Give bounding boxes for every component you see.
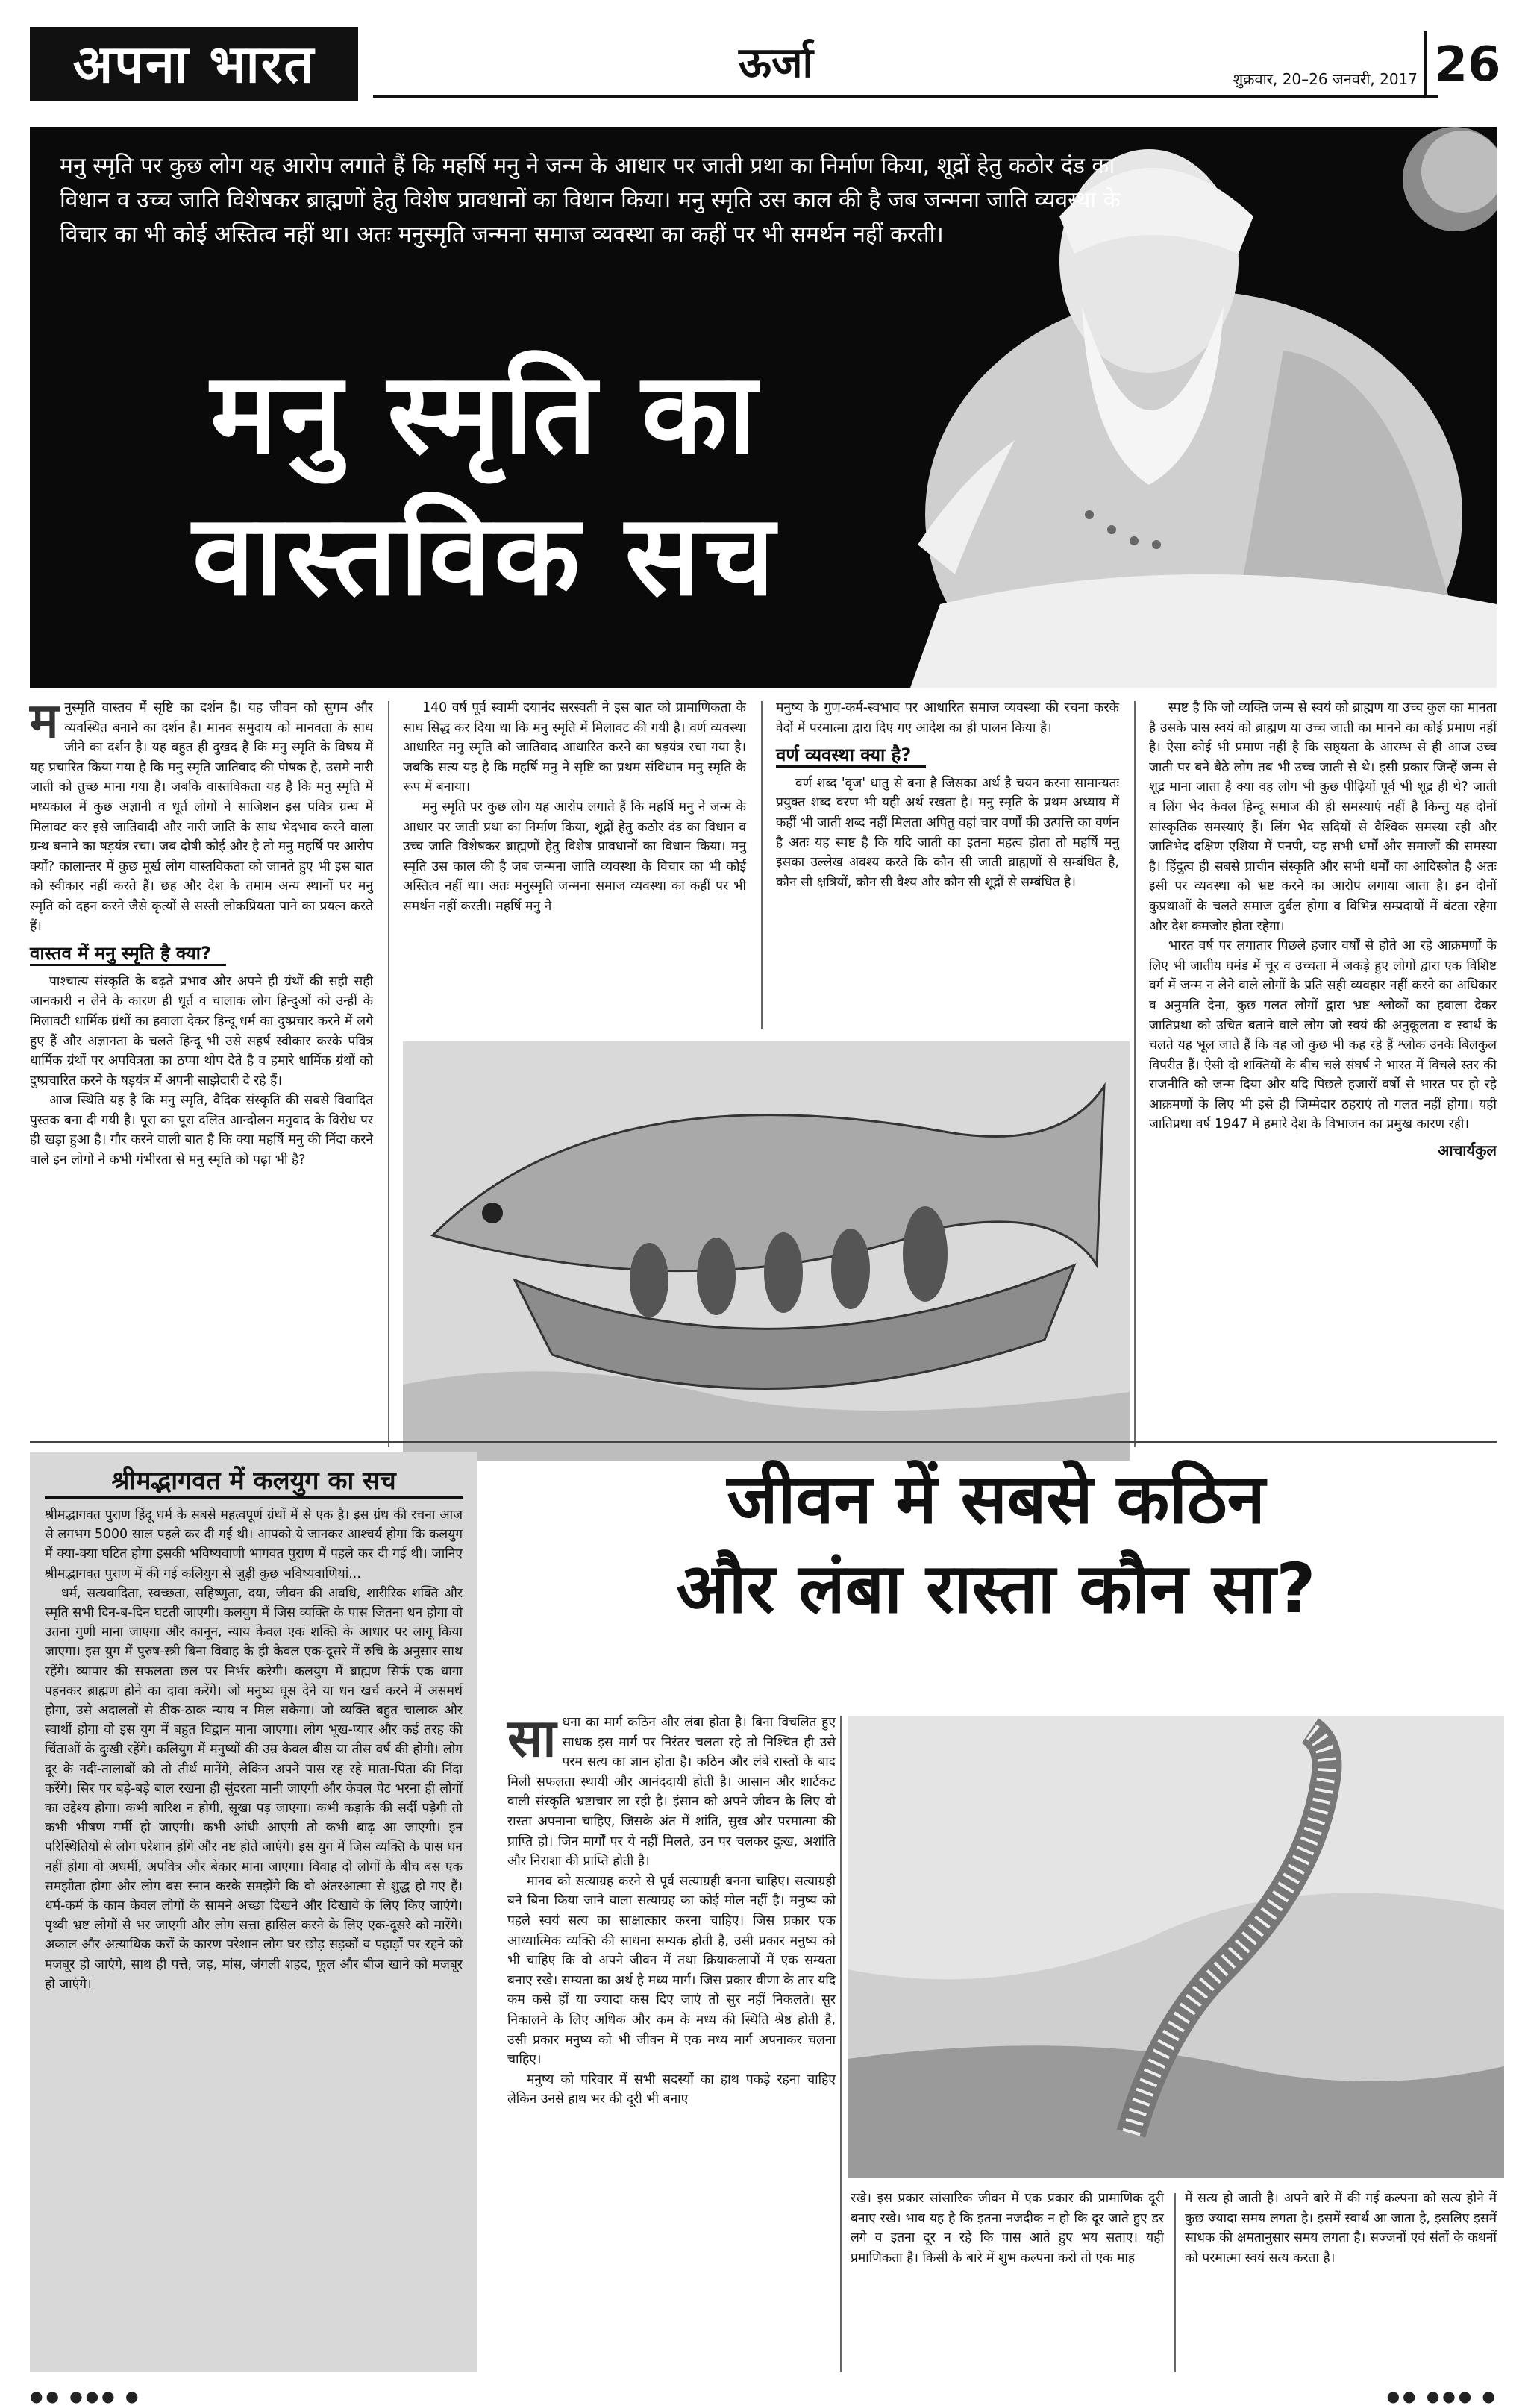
hero-headline: [90, 343, 880, 627]
article1-author: आचार्यकुल: [1438, 1141, 1497, 1160]
column-divider: [761, 701, 763, 1029]
masthead-logo: अपना भारत: [30, 27, 358, 101]
footer-dots-left: ●● ●●● ●: [30, 2387, 142, 2405]
hero-intro: मनु स्मृति पर कुछ लोग यह आरोप लगाते हैं कि महर्षि मनु ने जन्म के आधार पर जाती प्रथा का निर्माण किया, शूद्रों हेतु कठोर दंड का विधान व उच्च जाति विशेषकर ब्राह्मणों हेतु विशेष प्रावधानों का विधान किया। मनु स्मृति उस काल की है जब जन्मना जाति व्यवस्था के विचार का भी कोई अस्तित्व नहीं था। अतः मनुस्मृति जन्मना समाज व्यवस्था का कहीं पर भी समर्थन नहीं करती।: [60, 153, 1121, 248]
article1-paragraph: स्पष्ट है कि जो व्यक्ति जन्म से स्वयं को ब्राह्मण या उच्च कुल का मानता है उसके पास स्वयं को ब्राह्मण या उच्च जाती का मानने का कोई प्रमाण नहीं है। ऐसा कोई भी प्रमाण नहीं है कि सष्ठ्यता के आरम्भ से ही आज उच्च जाती पर बने बैठे लोग तब भी उच्च जाती से थे। इसी प्रकार जिन्हें जन्म से शूद्र माना जाता है क्या वह लोग भी कुछ पीढ़ियों पूर्व भी शूद्र ही थे? जाती व लिंग भेद केवल हिन्दू समाज की ही समस्याएं नहीं है किन्तु यह दोनों सांस्कृतिक समस्याएं हैं। लिंग भेद सदियों से वैश्विक समस्या रही और जातिभेद दक्षिण एशिया में पनपी, यह सभी धर्मों और समाजों की समस्या है। हिंदुत्व ही सबसे प्राचीन संस्कृति और सभी धर्मों का आदिस्त्रोत है अतः इसी पर व्यवस्था को भ्रष्ट करने का आरोप लगाया जाता है। इन दोनों कुप्रथाओं के चलते समाज दुर्बल होगा व विभिन्न सम्प्रदायों में बंटता रहेगा और देश कमजोर होता रहेगा।: [1149, 700, 1497, 934]
section-divider: [30, 1441, 1497, 1443]
article2-column-2: [851, 2189, 1164, 2268]
sidebar-title: श्रीमद्भागवत में कलयुग का सच: [111, 1466, 396, 1496]
article2-column-3: [1185, 2189, 1497, 2268]
article1-paragraph: 140 वर्ष पूर्व स्वामी दयानंद सरस्वती ने इस बात को प्रामाणिकता के साथ सिद्ध कर दिया था कि मनु स्मृति में मिलावट की गयी है। वर्ण व्यवस्था आधारित मनु स्मृति को जातिवाद आधारित करने का षड़यंत्र रचा गया है। जबकि सत्य यह है कि महर्षि मनु ने सृष्टि का प्रथम संविधान मनु स्मृति के रूप में बनाया।: [403, 700, 746, 795]
article1-subheading: वर्ण व्यवस्था क्या है?: [776, 745, 926, 768]
article1-paragraph: मनु स्मृति पर कुछ लोग यह आरोप लगाते हैं कि महर्षि मनु ने जन्म के आधार पर जाती प्रथा का निर्माण किया, शूद्रों हेतु कठोर दंड का विधान व उच्च जाति विशेषकर ब्राह्मणों हेतु विशेष प्रावधानों का विधान किया। मनु स्मृति उस काल की है जब जन्मना जाति व्यवस्था के विचार का भी कोई अस्तित्व नहीं था। अतः मनुस्मृति जन्मना समाज व्यवस्था का कहीं पर भी समर्थन नहीं करती। महर्षि मनु ने: [403, 799, 746, 914]
article1-column-3: [776, 698, 1119, 892]
page-number: 26: [1424, 31, 1509, 98]
article2-headline-line2: और लंबा रास्ता कौन सा?: [676, 1549, 1316, 1628]
article2-column-1: [507, 1708, 836, 2110]
footer-dots-right: ●● ●●● ●: [1386, 2387, 1498, 2405]
article2-paragraph: मनुष्य को परिवार में सभी सदस्यों का हाथ पकड़े रहना चाहिए लेकिन उनसे हाथ भर की दूरी भी बनाए: [507, 2072, 836, 2107]
article1-column-1: [30, 694, 373, 1170]
article2-paragraph: धना का मार्ग कठिन और लंबा होता है। बिना विचलित हुए साधक इस मार्ग पर निरंतर चलता रहे तो निश्चित ही उसे परम सत्य का ज्ञान होता है। कठिन और लंबे रास्तों के बाद मिली सफलता स्थायी और आनंददायी होती है। आसान और शार्टकट वाली संस्कृति भ्रष्टाचार ला रही है। इंसान को अपने जीवन के लिए वो रास्ता अपनाना चाहिए, जिसके अंत में शांति, सुख और परमात्मा की प्राप्ति हो। जिन मार्गों पर ये नहीं मिलते, उन पर चलकर दुःख, अशांति और निराशा की प्राप्ति होती है।: [507, 1715, 836, 1869]
article2-paragraph: मानव को सत्याग्रह करने से पूर्व सत्याग्रही बनना चाहिए। सत्याग्रही बने बिना किया जाने वाला सत्याग्रह का कोई मोल नहीं है। मनुष्य को पहले स्वयं सत्य का साक्षात्कार करना चाहिए। जिस प्रकार एक आध्यात्मिक व्यक्ति की साधना सम्यक होती है, उसी प्रकार मनुष्य को भी चाहिए कि वो अपने जीवन में तथा क्रियाकलापों में एक सम्यता बनाए रखे। सम्यता का अर्थ है मध्य मार्ग। जिस प्रकार वीणा के तार यदि कम कसे हों या ज्यादा कस दिए जाएं तो सुर नहीं निकलते। सुर निकालने के लिए अधिक और कम के मध्य की स्थिति श्रेष्ठ होती है, उसी प्रकार मनुष्य को भी जीवन में एक मध्य मार्ग अपनाकर चलना चाहिए।: [507, 1873, 836, 2068]
article2-headline-line1: जीवन में सबसे कठिन: [727, 1459, 1265, 1539]
masthead-rule: [373, 95, 1438, 98]
column-divider: [1134, 701, 1136, 1447]
hero-headline-line2: वास्तविक सच: [192, 491, 778, 621]
column-divider: [840, 1716, 842, 2372]
sidebar-box: [30, 1452, 478, 2372]
stairway-illustration: [848, 1716, 1504, 2178]
column-divider: [1174, 2193, 1176, 2372]
drop-cap: म: [30, 694, 59, 749]
matsya-boat-illustration: [403, 1041, 1130, 1461]
article1-paragraph: पाश्चात्य संस्कृति के बढ़ते प्रभाव और अपने ही ग्रंथों की सही सही जानकारी न लेने के कारण ही धूर्त व चालाक लोग हिन्दुओं को उन्हीं के मिलावटी धार्मिक ग्रंथों का हवाला देकर हिन्दू धर्म का दुष्प्रचार करने में लगे हुए हैं और अज्ञानता के चलते हिन्दू भी उसे सहर्ष स्वीकार करके पवित्र धार्मिक ग्रंथों पर अपवित्रता का ठप्पा थोप देते है व हमारे धार्मिक ग्रंथों को दुष्प्रचारित करने के षड़यंत्र में अपनी साझेदारी दे रहे हैं।: [30, 973, 373, 1088]
article1-subheading: वास्तव में मनु स्मृति है क्या?: [30, 944, 226, 966]
sidebar-rule: [45, 1496, 463, 1499]
article1-paragraph: भारत वर्ष पर लगातार पिछले हजार वर्षों से होते आ रहे आक्रमणों के लिए भी जातीय घमंड में चूर व उच्चता में जकड़े हुए लोगों द्वारा एक विशिष्ट वर्ग में जन्म न लेने वाले लोगों के प्रति सही व्यवहार नहीं करने का अधिकार व अनुमति देना, कुछ गलत लोगों द्वारा भ्रष्ट श्लोकों का हवाला देकर जातिप्रथा को उचित बताने वाले लोग जो स्वयं की अनुकूलता व स्वार्थ के चलते यह भूल जाते हैं कि वह जो कुछ भी कह रहे हैं श्लोक उनके बिलकुल विपरीत हैं। ऐसी दो शक्तियों के बीच चले संघर्ष ने भारत में विचले स्तर की राजनीति को जन्म दिया और यदि पिछले हजारों वर्षों से भारत पर हो रहे आक्रमणों के लिए भी इसे ही जिम्मेदार ठहराएं तो गलत नहीं होगा। यही जातिप्रथा वर्ष 1947 में हमारे देश के विभाजन का प्रमुख कारण रही।: [1149, 938, 1497, 1132]
article1-paragraph: वर्ण शब्द 'वृज' धातु से बना है जिसका अर्थ है चयन करना सामान्यतः प्रयुक्त शब्द वरण भी यही अर्थ रखता है। मनु स्मृति के प्रथम अध्याय में कहीं भी जाती शब्द नहीं मिलता अपितु वहां चार वर्णों की उत्पत्ति का वर्णन है अतः यह स्पष्ट है कि यदि जाती का इतना महत्व होता तो महर्षि मनु इसका उल्लेख अवश्य करते कि कौन सी जाती ब्राह्मणों से सम्बंधित है, कौन सी क्षत्रियों, कौन सी वैश्य और कौन सी शूद्रों से सम्बंधित है।: [776, 775, 1119, 890]
sidebar-paragraph: धर्म, सत्यवादिता, स्वच्छता, सहिष्णुता, दया, जीवन की अवधि, शारीरिक शक्ति और स्मृति सभी दिन-ब-दिन घटती जाएगी। कलयुग में जिस व्यक्ति के पास जितना धन होगा वो उतना गुणी माना जाएगा और कानून, न्याय केवल एक शक्ति के आधार पर लागू किया जाएगा। इस युग में पुरुष-स्त्री बिना विवाह के ही केवल एक-दूसरे में रुचि के अनुसार साथ रहेंगे। व्यापार की सफलता छल पर निर्भर करेगी। कलयुग में ब्राह्मण सिर्फ एक धागा पहनकर ब्राह्मण होने का दावा करेंगे। जो मनुष्य घूस देने या धन खर्च करने में असमर्थ होगा, उसे अदालतों से ठीक-ठाक न्याय न मिल सकेगा। जो व्यक्ति बहुत चालाक और स्वार्थी होगा वो इस युग में बहुत विद्वान माना जाएगा। लोग भूख-प्यार और कई तरह की चिंताओं के दुःखी रहेंगे। कलियुग में मनुष्यों की उम्र केवल बीस या तीस वर्ष की होगी। लोग दूर के नदी-तालाबों को तो तीर्थ मानेंगे, लेकिन अपने पास रह रहे माता-पिता की निंदा करेंगे। सिर पर बड़े-बड़े बाल रखना ही सुंदरता मानी जाएगी और केवल पेट भरना ही लोगों का उद्देश्य होगा। कभी बारिश न होगी, सूखा पड़ जाएगा। कभी कड़ाके की सर्दी पड़ेगी तो कभी भीषण गर्मी हो जाएगी। कभी आंधी आएगी तो कभी बाढ़ आ जाएगी। इन परिस्थितियों से लोग परेशान होंगे और नष्ट होते जाएंगे। इस युग में जिस व्यक्ति के पास धन नहीं होगा वो अधर्मी, अपवित्र और बेकार माना जाएगा। विवाह दो लोगों के बीच बस एक समझौता होगा और लोग बस स्नान करके समझेंगे कि वो अंतरआत्मा से शुद्ध हो गए हैं। धर्म-कर्म के काम केवल लोगों के सामने अच्छा दिखने और दिखावे के लिए किए जाएंगे। पृथ्वी भ्रष्ट लोगों से भर जाएगी और लोग सत्ता हासिल करने के लिए एक-दूसरे को मारेंगे। अकाल और अत्याधिक करों के कारण परेशान लोग घर छोड़ सड़कों व पहाड़ों पर रहने को मजबूर हो जाएंगे, साथ ही पत्ते, जड़, मांस, जंगली शहद, फूल और बीज खाने को मजबूर हो जाएंगे।: [45, 1585, 463, 1992]
article1-column-2: [403, 698, 746, 917]
sidebar-lead: श्रीमद्भागवत पुराण हिंदू धर्म के सबसे महत्वपूर्ण ग्रंथों में से एक है। इस ग्रंथ की रचना आज से लगभग 5000 साल पहले कर दी गई थी। आपको ये जानकर आश्चर्य होगा कि कलयुग में क्या-क्या घटित होगा इसकी भविष्यवाणी भागवत पुराण में पहले कर दी गई थी। जानिए श्रीमद्भागवत पुराण में की गई कलियुग से जुड़ी कुछ भविष्यवाणियां...: [45, 1508, 463, 1581]
drop-cap: सा: [507, 1708, 557, 1769]
article1-paragraph: आज स्थिति यह है कि मनु स्मृति, वैदिक संस्कृति की सबसे विवादित पुस्तक बना दी गयी है। पूरा का पूरा दलित आन्दोलन मनुवाद के विरोध पर ही खड़ा हुआ है। गौर करने वाली बात है कि क्या महर्षि मनु की निंदा करने वाले इन लोगों ने कभी गंभीरता से मनु स्मृति को पढ़ा भी है?: [30, 1093, 373, 1168]
column-divider: [388, 701, 389, 1447]
article1-paragraph: नुस्मृति वास्तव में सृष्टि का दर्शन है। यह जीवन को सुगम और व्यवस्थित बनाने का दर्शन है। मानव समुदाय को मानवता के साथ जीने का दर्शन है। यह बहुत ही दुखद है कि मनु स्मृति के विषय में यह प्रचारित किया गया है कि मनु स्मृति जातिवाद की पोषक है, उसमे नारी जाती को तुच्छ माना गया है। जबकि वास्तविकता यह है कि मनु स्मृति में मध्यकाल में कुछ अज्ञानी व धूर्त लोगों ने साजिशन इस पवित्र ग्रन्थ में मिलावट कर इसे जातिवादी और नारी जाति के साथ भेदभाव करने वाला ग्रन्थ बनाने का षड़यंत्र रचा। जब दोषी कोई और है तो मनु महर्षि पर आरोप क्यों? कालान्तर में कुछ मूर्ख लोग वास्तविकता को जानते हुए भी इस बात को स्वीकार नहीं करते हैं। छह और देश के तमाम अन्य स्थानों पर मनु स्मृति को दहन करने जैसे कृत्यों से सस्ती लोकप्रियता पाने का प्रयत्न करते हैं।: [30, 700, 373, 934]
article2-paragraph: में सत्य हो जाती है। अपने बारे में की गई कल्पना को सत्य होने में कुछ ज्यादा समय लगता है। इसमें स्वार्थ आ जाता है, इसलिए इसमें साधक की क्षमतानुसार समय लगता है। सज्जनों एवं संतों के कथनों को परमात्मा स्वयं सत्य करता है।: [1185, 2191, 1497, 2266]
article2-paragraph: रखे। इस प्रकार सांसारिक जीवन में एक प्रकार की प्रामाणिक दूरी बनाए रखे। भाव यह है कि इतना नजदीक न हो कि दूर जाते हुए डर लगे व इतना दूर न रहे कि पास आते हुए भय सताए। यही प्रमाणिकता है। किसी के बारे में शुभ कल्पना करो तो एक माह: [851, 2191, 1164, 2266]
issue-date: शुक्रवार, 20–26 जनवरी, 2017: [1233, 70, 1418, 88]
sidebar-body: [45, 1505, 463, 1994]
section-title: ऊर्जा: [738, 38, 814, 87]
hero-banner: [30, 127, 1497, 688]
article2-headline: [492, 1455, 1500, 1634]
article1-column-4: [1149, 698, 1497, 1161]
hero-headline-line1: मनु स्मृति का: [210, 349, 760, 479]
article1-paragraph: मनुष्य के गुण-कर्म-स्वभाव पर आधारित समाज व्यवस्था की रचना करके वेदों में परमात्मा द्वारा दिए गए आदेश का ही पालन किया है।: [776, 700, 1119, 736]
